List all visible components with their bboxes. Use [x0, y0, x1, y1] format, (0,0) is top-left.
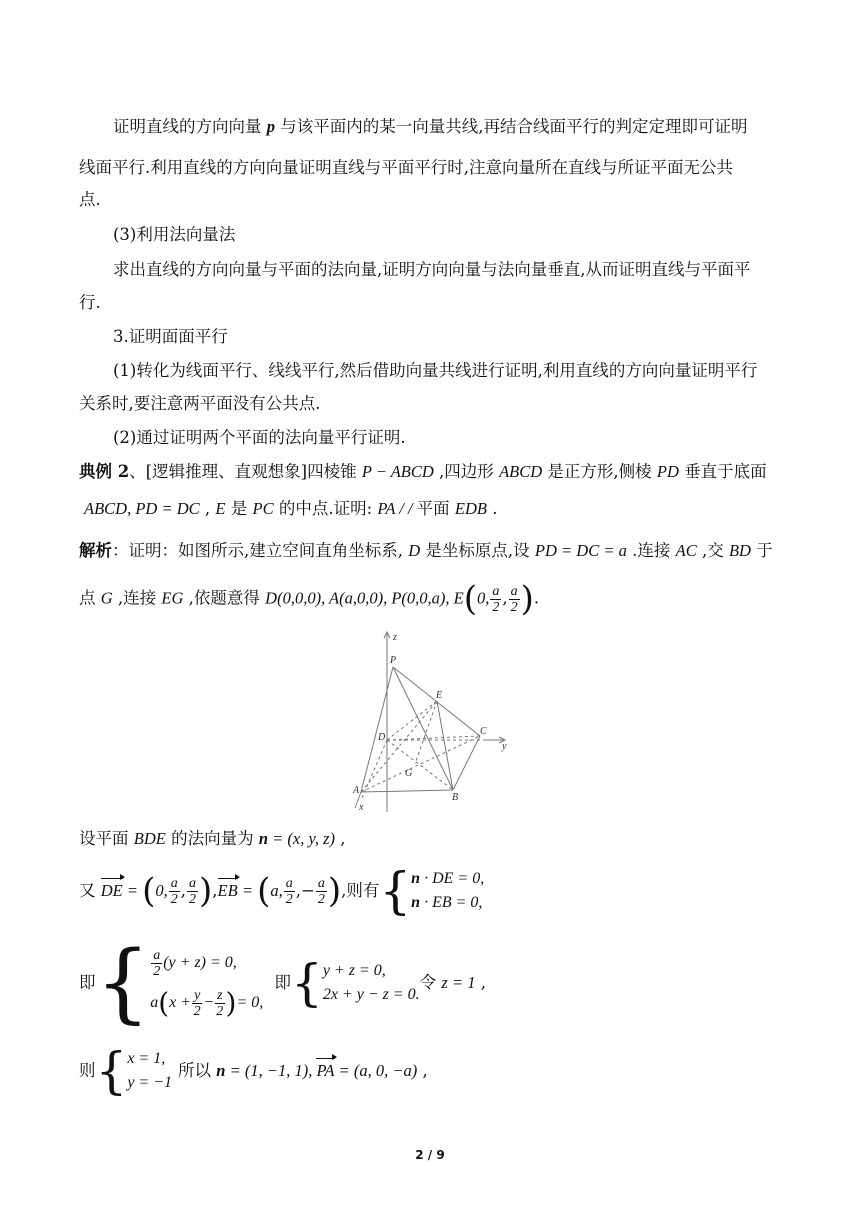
text-line: 点. — [79, 190, 101, 209]
figure-label: B — [452, 792, 459, 803]
figure-label: G — [405, 768, 413, 779]
solution-line: 解析：证明：如图所示,建立空间直角坐标系, D 是坐标原点,设 PD = DC = a .连接 AC ,交 BD 于 — [79, 541, 773, 560]
text-line: 证明直线的方向向量 p 与该平面内的某一向量共线,再结合线面平行的判定定理即可证明 — [113, 117, 748, 136]
text-line: 行. — [79, 293, 101, 312]
figure-label: y — [502, 741, 507, 752]
subheading: (3)利用法向量法 — [113, 225, 236, 244]
figure-label: x — [359, 802, 364, 812]
page-number: 2 / 9 — [415, 1148, 445, 1162]
solution-line: 点 G ,连接 EG ,依题意得 D(0,0,0), A(a,0,0), P(0,0,a), E(0, $\frac{a}{2}$ , $\frac{a}{2}$ ). — [79, 579, 540, 619]
x-axis — [361, 740, 387, 800]
solution-label: 解析 — [79, 541, 112, 560]
example-line: ABCD, PD = DC , E 是 PC 的中点.证明: PA / / 平面 EDB . — [84, 499, 498, 518]
figure-label: E — [436, 690, 443, 701]
figure-label: z — [393, 632, 397, 643]
pyramid-figure — [345, 630, 510, 812]
math-line: 又 DE = (0, $\frac{a}{2}$ , $\frac{a}{2}$ ),EB = (a, $\frac{a}{2}$ ,− $\frac{a}{2}$ ),则有{ n · DE = 0, n · EB = 0, — [79, 862, 485, 920]
text-line: 求出直线的方向向量与平面的法向量,证明方向向量与法向量垂直,从而证明直线与平面平 — [113, 260, 751, 279]
text-line: 线面平行.利用直线的方向向量证明直线与平面平行时,注意向量所在直线与所证平面无公共 — [79, 158, 733, 177]
math-line: 设平面 BDE 的法向量为 n = (x, y, z) , — [79, 829, 346, 848]
section-heading: 3.证明面面平行 — [113, 327, 228, 346]
text-line: (1)转化为线面平行、线线平行,然后借助向量共线进行证明,利用直线的方向向量证明平行 — [113, 361, 758, 380]
text-line: (2)通过证明两个平面的法向量平行证明. — [113, 428, 406, 447]
math-line: 即{ $\frac{a}{2}$ (y + z) = 0, a(x + $\frac{y}{2}$ − $\frac{z}{2}$ )= 0, 即{ y + z = 0, 2x + y − z = 0. 令 z = 1 , — [79, 933, 486, 1033]
figure-label: C — [480, 726, 487, 737]
example-label: 典例 2 — [79, 462, 130, 481]
example-line: 典例 2、[逻辑推理、直观想象]四棱锥 P − ABCD ,四边形 ABCD 是正方形,侧棱 PD 垂直于底面 — [79, 462, 767, 481]
text-line: 关系时,要注意两平面没有公共点. — [79, 394, 321, 413]
figure-label: D — [378, 732, 386, 743]
math-line: 则{ x = 1, y = −1 所以 n = (1, −1, 1), PA = (a, 0, −a) , — [79, 1042, 428, 1100]
figure-label: A — [353, 785, 360, 796]
figure-label: P — [390, 655, 397, 666]
